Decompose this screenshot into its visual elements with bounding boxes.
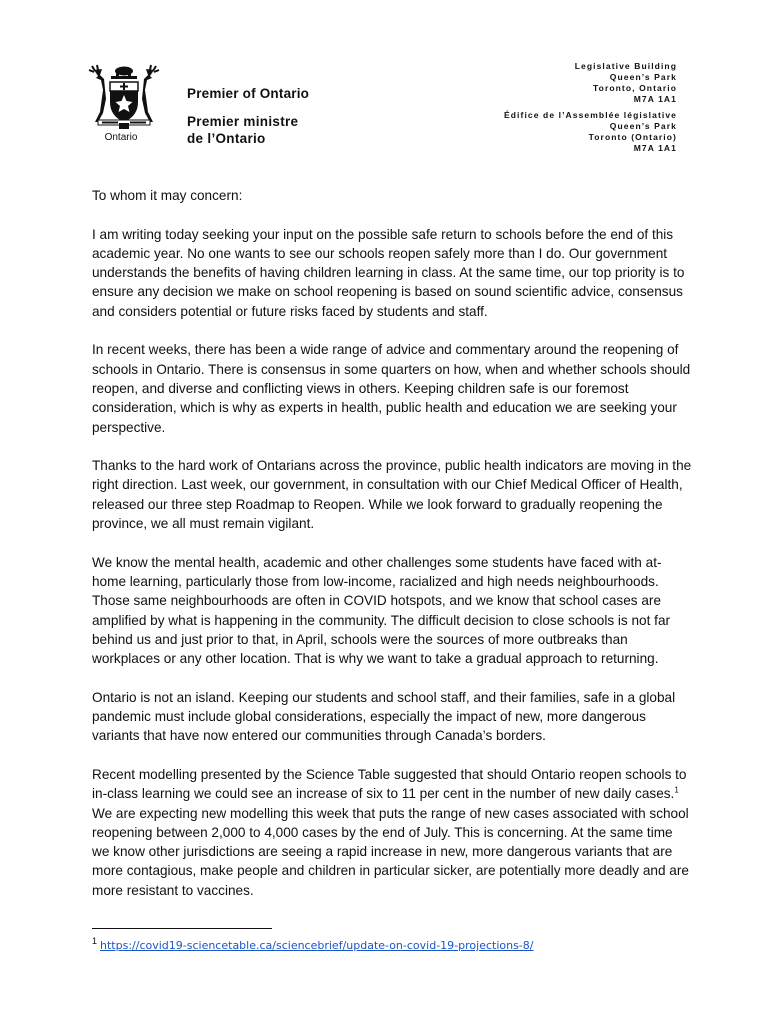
- paragraph: We know the mental health, academic and other challenges some students have faced with at-home learning, particularly those from low-income, racialized and high needs neighbourhoods. Those same neighbourhoods are often in COVID hotspots, and we know that school cases are amplified by what is happening in the community. The difficult decision to close schools is not far behind us and just prior to that, in April, schools were the sources of more outbreaks than workplaces or any other location. That is why we want to take a gradual approach to returning.: [92, 554, 671, 667]
- address-line: Toronto (Ontario): [588, 132, 677, 142]
- coat-of-arms-icon: [86, 62, 162, 138]
- letter-body: [92, 186, 692, 919]
- paragraph: Thanks to the hard work of Ontarians across the province, public health indicators are moving in the right direction. Last week, our government, in consultation with our Chief Medical Officer of Health, released our three step Roadmap to Reopen. While we look forward to gradually reopening the province, we all must remain vigilant.: [92, 458, 692, 532]
- footnote-divider: [92, 928, 272, 929]
- title-english: Premier of Ontario: [187, 86, 310, 101]
- paragraph: [92, 765, 692, 900]
- paragraph: I am writing today seeking your input on the possible safe return to schools before the end of this academic year. No one wants to see our schools reopen safely more than I do. Our government understands the benefits of having children learning in class. At the same time, our top priority is to ensure any decision we make on school reopening is based on sound scientific advice, consensus and considers potential or future risks faced by students and staff.: [92, 226, 685, 319]
- address-line: M7A 1A1: [633, 143, 677, 153]
- address-line: Édifice de l’Assemblée législative: [504, 110, 677, 120]
- paragraph: Ontario is not an island. Keeping our students and school staff, and their families, safe in a global pandemic must include global considerations, especially the impact of new, more dangerous variants that have now entered our communities through Canada’s borders.: [92, 689, 676, 744]
- footnote: [92, 936, 533, 952]
- address-line: Queen’s Park: [609, 72, 677, 82]
- title-french: [187, 113, 309, 147]
- footnote-link[interactable]: https://covid19-sciencetable.ca/sciencebrief/update-on-covid-19-projections-8/: [100, 939, 534, 953]
- footnote-reference[interactable]: 1: [674, 785, 679, 795]
- title-french-line1: Premier ministre: [187, 114, 299, 129]
- title-french-line2: de l’Ontario: [187, 131, 266, 146]
- address-line: Queen’s Park: [609, 121, 677, 131]
- address-french: [504, 110, 677, 154]
- ontario-coat-of-arms-logo: [86, 62, 162, 148]
- address-english: [575, 61, 677, 105]
- footnote-number: 1: [92, 936, 98, 946]
- paragraph-text: We are expecting new modelling this week that puts the range of new cases associated with school reopening between 2,000 to 4,000 cases by the end of July. This is concerning. At the same time we know other jurisdictions are seeing a rapid increase in new, more dangerous variants that are more contagious, make people and children in particular sicker, are potentially more deadly and are more resistant to vaccines.: [92, 805, 689, 898]
- address-line: Toronto, Ontario: [592, 83, 677, 93]
- letterhead-titles: [187, 86, 309, 147]
- paragraph: In recent weeks, there has been a wide range of advice and commentary around the reopening of schools in Ontario. There is consensus in some quarters on how, when and whether schools should reopen, and diverse and conflicting views in others. Keeping children safe is our foremost consideration, which is why as experts in health, public health and education we are seeking your perspective.: [92, 342, 691, 435]
- paragraph-text: Recent modelling presented by the Science Table suggested that should Ontario reopen schools to in-class learning we could see an increase of six to 11 per cent in the number of new daily cases.: [92, 766, 687, 802]
- address-line: M7A 1A1: [633, 94, 677, 104]
- logo-caption: Ontario: [104, 132, 138, 143]
- address-line: Legislative Building: [574, 61, 677, 71]
- salutation: To whom it may concern:: [92, 188, 243, 203]
